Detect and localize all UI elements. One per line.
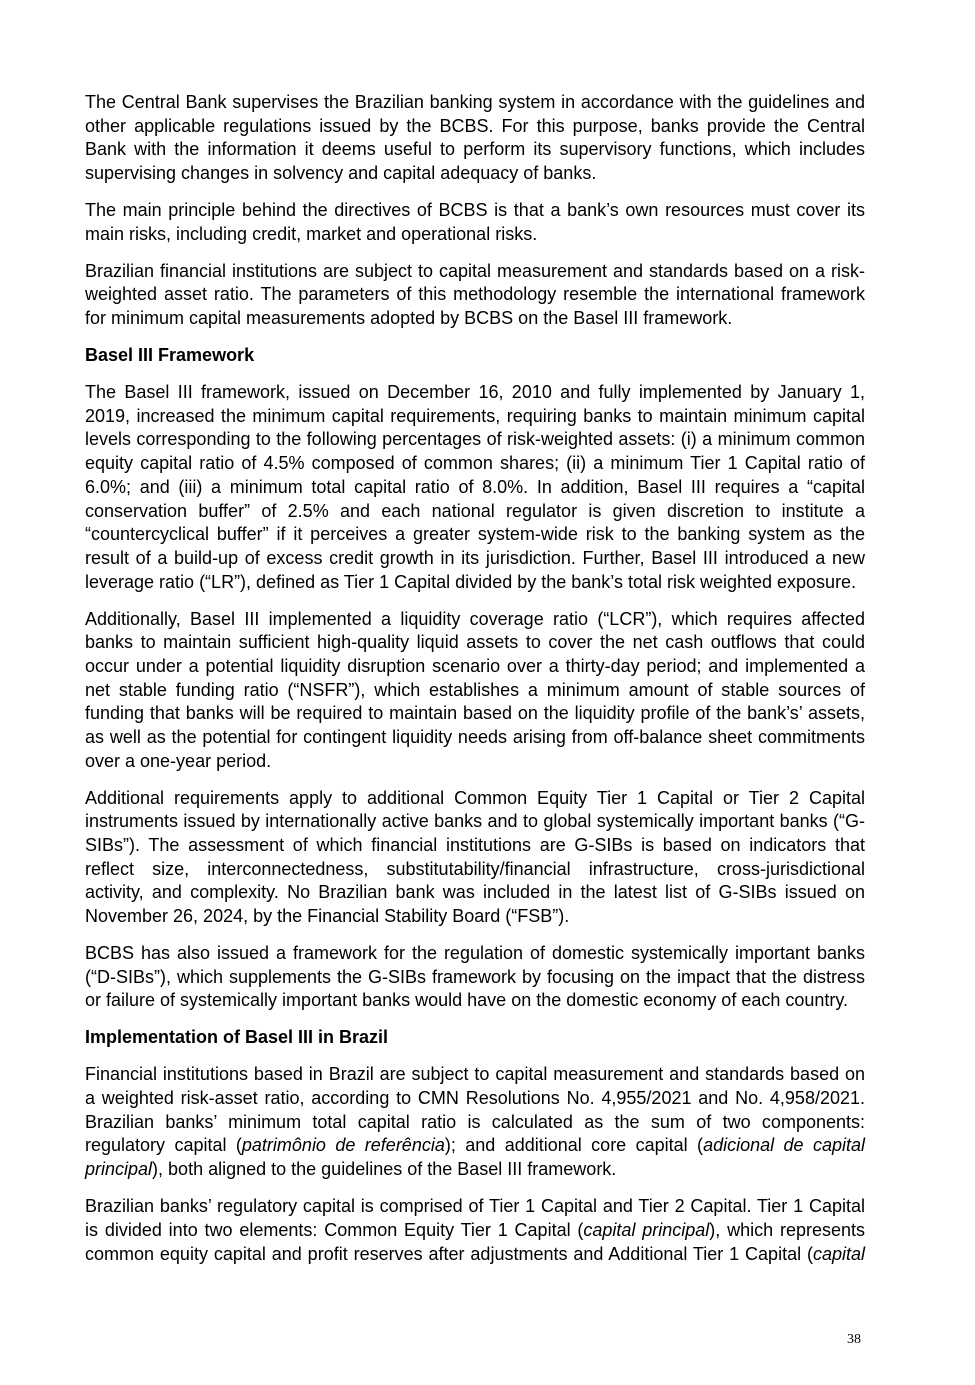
text-line: Bank with the information it deems useful to perform its supervisory functions, which includes <box>85 139 865 160</box>
text-line: “countercyclical buffer” if it perceives a greater system-wide risk to the banking system as the <box>85 524 865 545</box>
text-line: Brazilian banks’ minimum total capital ratio is calculated as the sum of two components: <box>85 1111 865 1132</box>
text-segment: ); and additional core capital ( <box>444 1135 704 1156</box>
text-line: result of a build-up of excess credit growth in its jurisdiction. Further, Basel III introduced a new <box>85 547 865 568</box>
paragraph-regulatory-capital-tiers <box>85 1195 865 1266</box>
text-line: The main principle behind the directives of BCBS is that a bank’s own resources must cover its <box>85 200 865 221</box>
text-line: November 26, 2024, by the Financial Stability Board (“FSB”). <box>85 906 570 927</box>
italic-term: patrimônio de referência <box>241 1135 445 1156</box>
text-line: banks to maintain sufficient high-quality liquid assets to cover the net cash outflows that could <box>85 632 865 653</box>
paragraph-g-sibs <box>85 787 865 929</box>
text-line: or failure of systemically important banks would have on the domestic economy of each country. <box>85 990 849 1011</box>
text-line: funding that banks will be required to maintain based on the liquidity profile of the bank’s’ assets, <box>85 703 865 724</box>
text-line: Financial institutions based in Brazil are subject to capital measurement and standards based on <box>85 1064 865 1085</box>
text-line: Additionally, Basel III implemented a liquidity coverage ratio (“LCR”), which requires affected <box>85 608 865 629</box>
text-line: other applicable regulations issued by the BCBS. For this purpose, banks provide the Central <box>85 115 865 136</box>
text-line: over a one-year period. <box>85 750 272 771</box>
paragraph-basel-iii-requirements <box>85 381 865 594</box>
text-line: equity capital ratio of 4.5% composed of common shares; (ii) a minimum Tier 1 Capital ratio of <box>85 453 865 474</box>
italic-term: capital <box>812 1243 865 1264</box>
text-line: BCBS has also issued a framework for the regulation of domestic systemically important banks <box>85 943 865 964</box>
text-column <box>85 91 865 1280</box>
text-line: Brazilian financial institutions are subject to capital measurement and standards based on a risk- <box>85 260 865 281</box>
text-line: leverage ratio (“LR”), defined as Tier 1 Capital divided by the bank’s total risk weighted exposure. <box>85 571 857 592</box>
text-segment: regulatory capital ( <box>85 1135 242 1156</box>
text-line <box>85 1243 865 1267</box>
text-line: weighted asset ratio. The parameters of this methodology resemble the international framework <box>85 284 865 305</box>
text-line: conservation buffer” of 2.5% and each national regulator is given discretion to institute a <box>85 500 865 521</box>
section-heading-implementation-brazil: Implementation of Basel III in Brazil <box>85 1027 389 1048</box>
page-number: 38 <box>847 1332 861 1347</box>
paragraph-capital-measurement <box>85 260 865 331</box>
italic-term: principal <box>85 1159 153 1180</box>
text-line: (“D-SIBs”), which supplements the G-SIBs framework by focusing on the impact that the distress <box>85 966 865 987</box>
text-line: reflect size, interconnectedness, substitutability/financial infrastructure, cross-jurisdictional <box>85 858 865 879</box>
text-segment: common equity capital and profit reserves after adjustments and Additional Tier 1 Capital ( <box>85 1243 813 1264</box>
italic-term: capital principal <box>583 1219 710 1240</box>
text-line: Brazilian banks’ regulatory capital is comprised of Tier 1 Capital and Tier 2 Capital. Tier 1 Capital <box>85 1196 865 1217</box>
italic-term: adicional de capital <box>703 1135 865 1156</box>
text-line: The Central Bank supervises the Brazilian banking system in accordance with the guidelines and <box>85 92 865 112</box>
text-segment: ), which represents <box>709 1219 865 1240</box>
text-line <box>85 1219 865 1243</box>
text-line: net stable funding ratio (“NSFR”), which establishes a minimum amount of stable sources of <box>85 679 865 700</box>
text-line: for minimum capital measurements adopted by BCBS on the Basel III framework. <box>85 308 733 329</box>
text-line: as well as the potential for contingent liquidity needs arising from off-balance sheet commitments <box>85 726 865 747</box>
text-line: SIBs”). The assessment of which financial institutions are G-SIBs is based on indicators that <box>85 835 865 856</box>
text-line: a weighted risk-asset ratio, according to CMN Resolutions No. 4,955/2021 and No. 4,958/2021. <box>85 1088 865 1109</box>
text-line: levels corresponding to the following percentages of risk-weighted assets: (i) a minimum common <box>85 429 865 450</box>
text-segment: is divided into two elements: Common Equity Tier 1 Capital ( <box>85 1219 584 1240</box>
section-heading-basel-iii-framework: Basel III Framework <box>85 345 255 366</box>
text-line: The Basel III framework, issued on December 16, 2010 and fully implemented by January 1, <box>85 382 865 403</box>
text-line <box>85 1158 865 1182</box>
text-line: instruments issued by internationally active banks and to global systemically important banks (“G- <box>85 811 865 832</box>
text-line: supervising changes in solvency and capital adequacy of banks. <box>85 163 597 184</box>
paragraph-liquidity-ratios <box>85 608 865 774</box>
paragraph-bcbs-principle <box>85 199 865 246</box>
paragraph-d-sibs <box>85 942 865 1013</box>
text-line: activity, and complexity. No Brazilian bank was included in the latest list of G-SIBs issued on <box>85 882 865 903</box>
text-segment: ), both aligned to the guidelines of the Basel III framework. <box>152 1159 617 1180</box>
text-line: occur under a potential liquidity disruption scenario over a thirty-day period; and implemented a <box>85 655 865 676</box>
text-line: 6.0%; and (iii) a minimum total capital ratio of 8.0%. In addition, Basel III requires a “capital <box>85 476 865 497</box>
paragraph-central-bank-supervision <box>85 91 865 186</box>
paragraph-brazil-capital-ratio <box>85 1063 865 1181</box>
text-line: Additional requirements apply to additional Common Equity Tier 1 Capital or Tier 2 Capital <box>85 787 865 808</box>
text-line: 2019, increased the minimum capital requirements, requiring banks to maintain minimum capital <box>85 405 865 426</box>
text-line: main risks, including credit, market and operational risks. <box>85 223 538 244</box>
text-line <box>85 1134 865 1158</box>
